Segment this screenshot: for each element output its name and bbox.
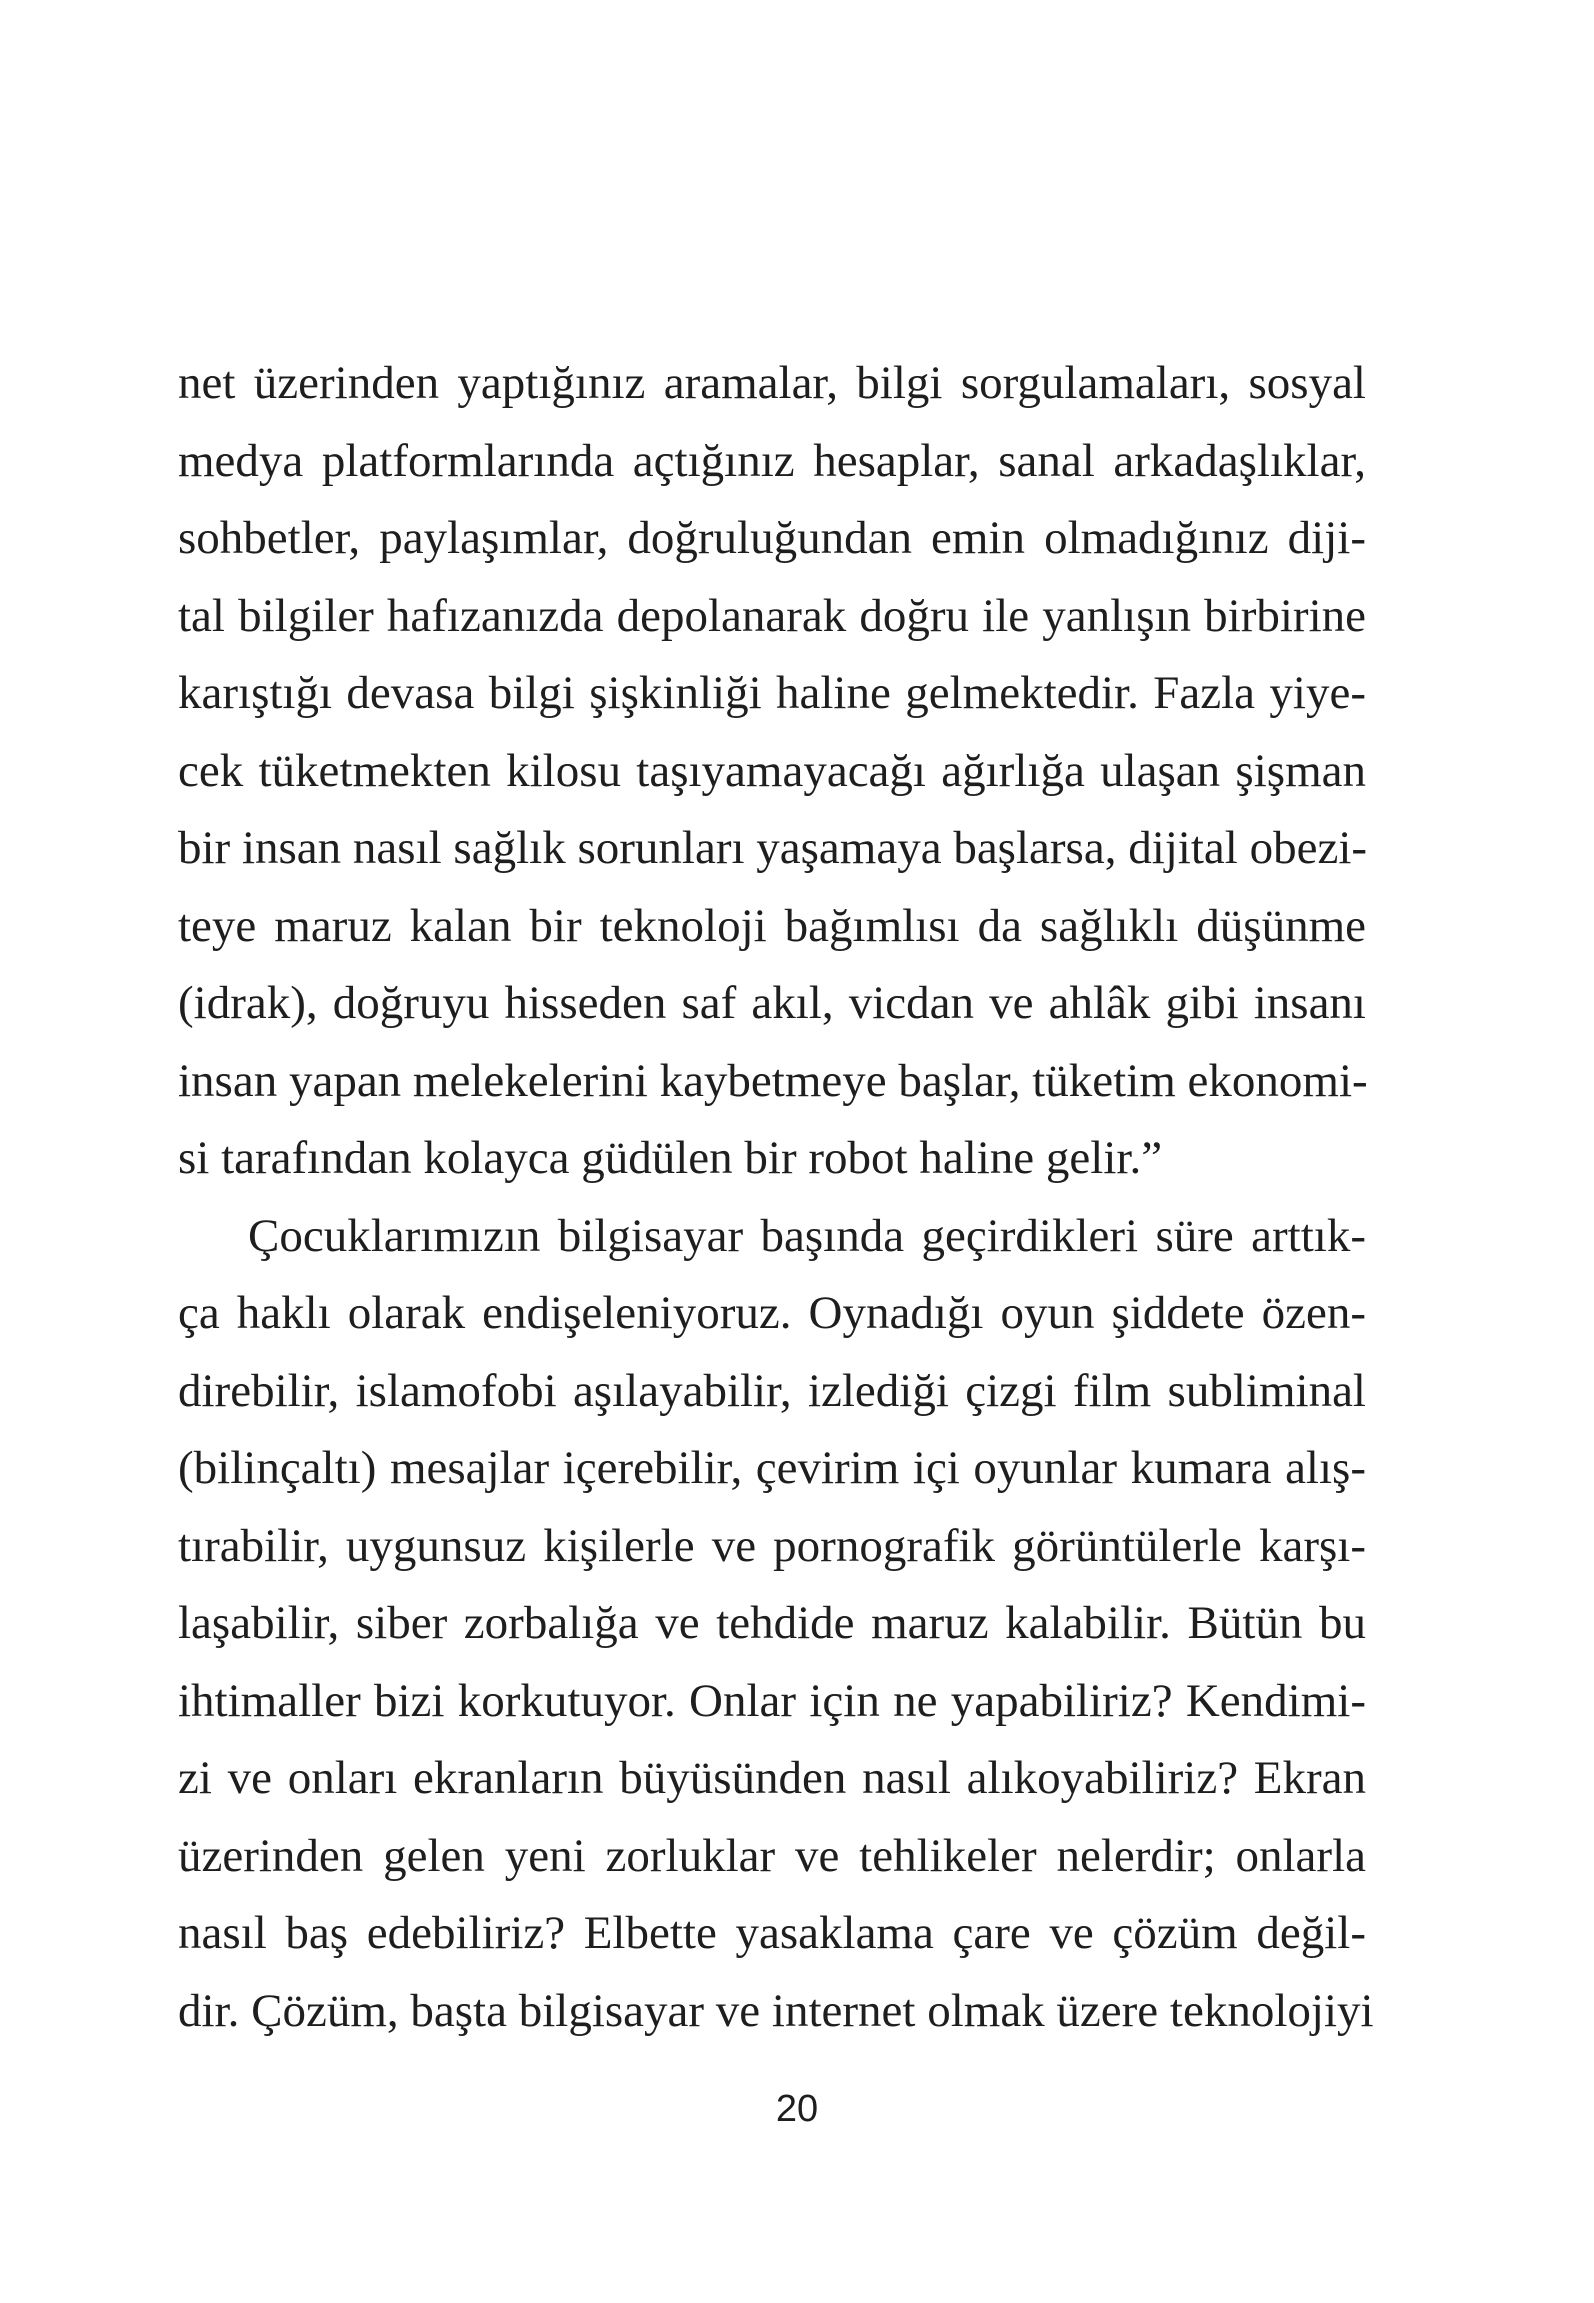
- text-line: karıştığı devasa bilgi şişkinliği haline gelmektedir. Fazla yiye-: [178, 667, 1366, 719]
- text-line: ihtimaller bizi korkutuyor. Onlar için ne yapabiliriz? Kendimi-: [178, 1674, 1366, 1727]
- body-text: [178, 345, 1374, 2050]
- text-line: sohbetler, paylaşımlar, doğruluğundan emin olmadığınız diji-: [178, 512, 1366, 564]
- text-line: üzerinden gelen yeni zorluklar ve tehlikeler nelerdir; onlarla: [178, 1829, 1366, 1882]
- text-line: dir. Çözüm, başta bilgisayar ve internet olmak üzere teknolojiyi: [178, 1984, 1374, 2037]
- text-line: Çocuklarımızın bilgisayar başında geçirdikleri süre arttık-: [248, 1209, 1366, 1262]
- paragraph-2: [178, 1198, 1374, 2051]
- text-line: laşabilir, siber zorbalığa ve tehdide maruz kalabilir. Bütün bu: [178, 1597, 1366, 1649]
- text-line: direbilir, islamofobi aşılayabilir, izlediği çizgi film subliminal: [178, 1364, 1366, 1417]
- text-line: ça haklı olarak endişeleniyoruz. Oynadığı oyun şiddete özen-: [178, 1287, 1366, 1339]
- text-line: insan yapan melekelerini kaybetmeye başlar, tüketim ekonomi-: [178, 1054, 1368, 1107]
- text-line: (idrak), doğruyu hisseden saf akıl, vicdan ve ahlâk gibi insanı: [178, 977, 1366, 1029]
- page-number: 20: [775, 2088, 819, 2130]
- text-line: (bilinçaltı) mesajlar içerebilir, çevirim içi oyunlar kumara alış-: [178, 1442, 1366, 1494]
- text-line: tal bilgiler hafızanızda depolanarak doğru ile yanlışın birbirine: [178, 589, 1366, 642]
- text-line: nasıl baş edebiliriz? Elbette yasaklama çare ve çözüm değil-: [178, 1907, 1366, 1959]
- text-line: net üzerinden yaptığınız aramalar, bilgi sorgulamaları, sosyal: [178, 357, 1366, 409]
- text-line: bir insan nasıl sağlık sorunları yaşamaya başlarsa, dijital obezi-: [178, 822, 1368, 874]
- text-line: teye maruz kalan bir teknoloji bağımlısı da sağlıklı düşünme: [178, 899, 1366, 952]
- text-line: tırabilir, uygunsuz kişilerle ve pornografik görüntülerle karşı-: [178, 1519, 1366, 1572]
- text-line: si tarafından kolayca güdülen bir robot haline gelir.”: [178, 1132, 1163, 1184]
- paragraph-1: [178, 345, 1366, 1198]
- text-line: zi ve onları ekranların büyüsünden nasıl alıkoyabiliriz? Ekran: [178, 1752, 1366, 1804]
- text-line: medya platformlarında açtığınız hesaplar, sanal arkadaşlıklar,: [178, 434, 1366, 487]
- text-line: cek tüketmekten kilosu taşıyamayacağı ağırlığa ulaşan şişman: [178, 744, 1366, 797]
